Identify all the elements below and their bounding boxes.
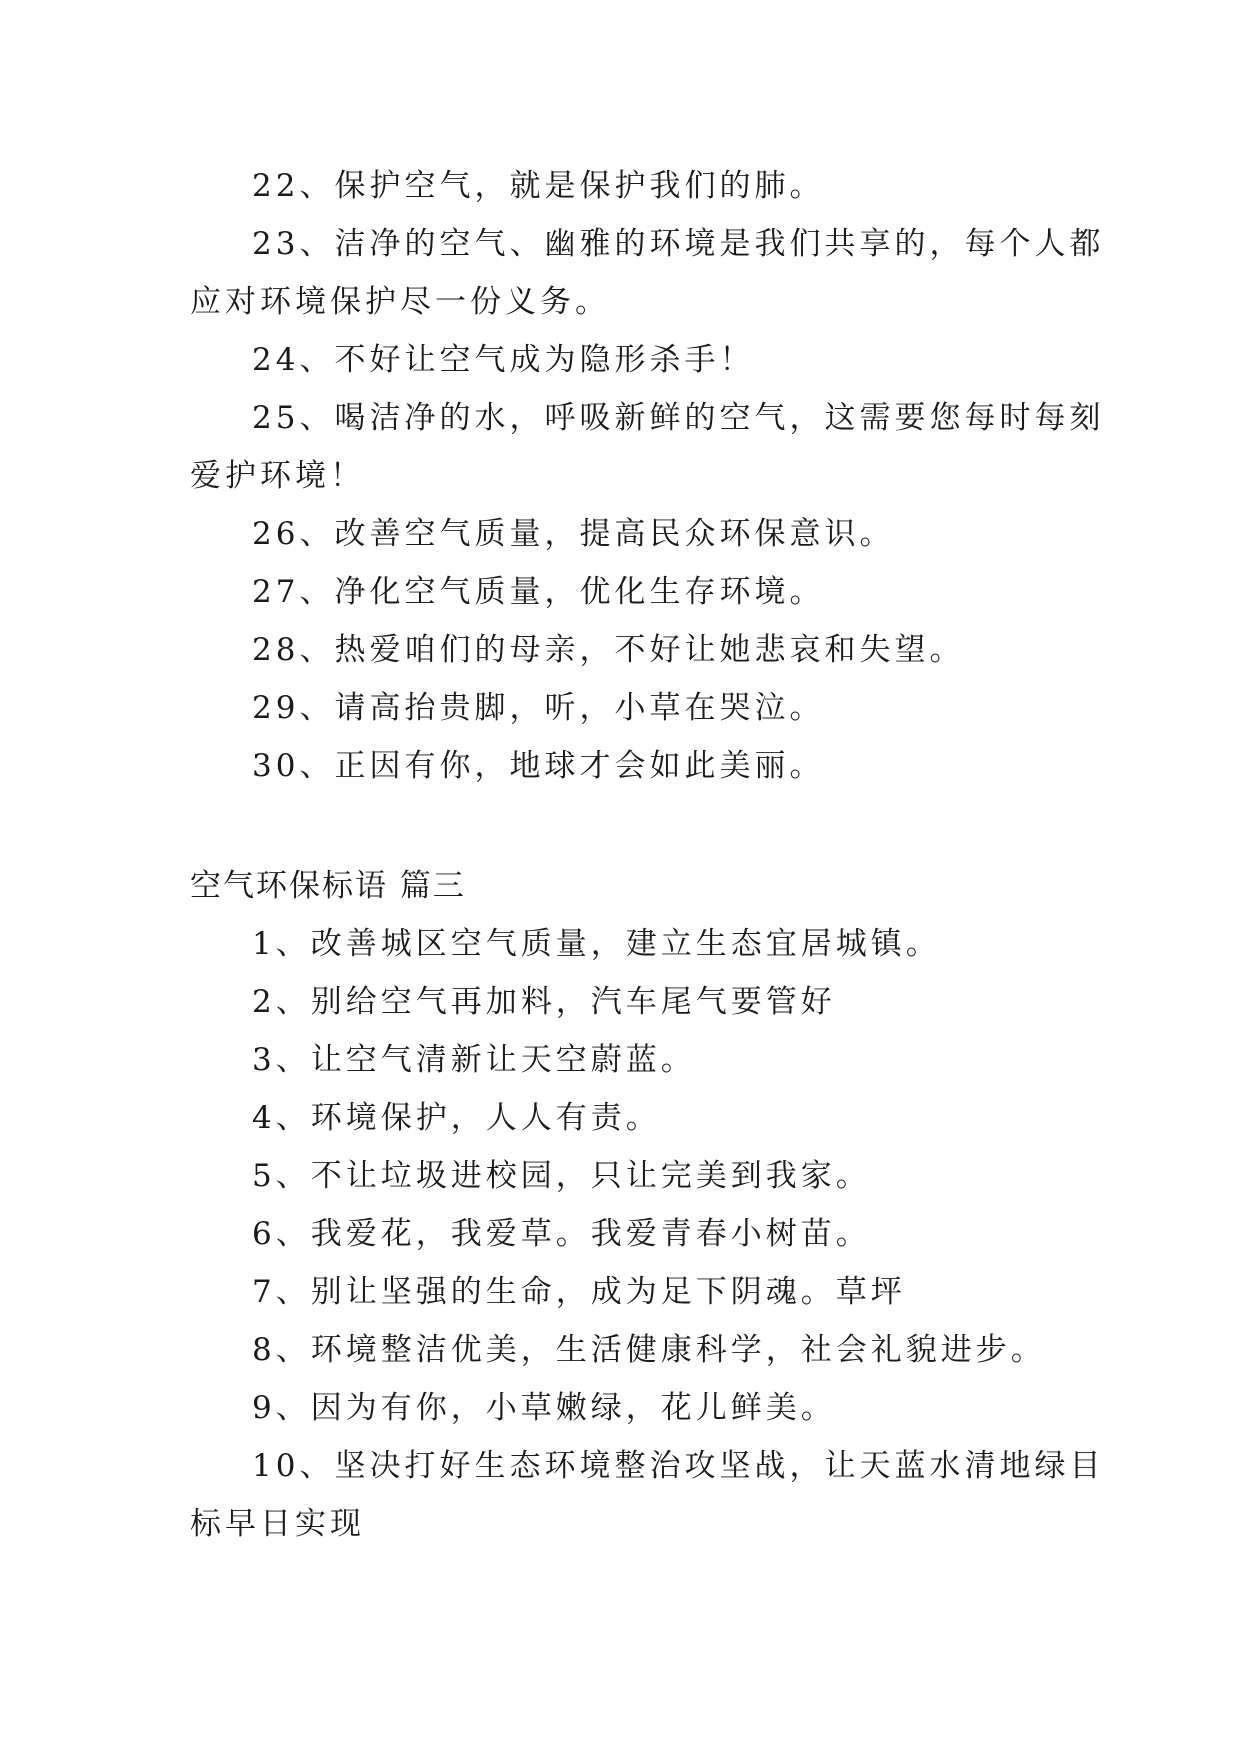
list-item-continuation: 标早日实现 xyxy=(190,1506,365,1542)
list-item-continuation: 爱护环境！ xyxy=(190,458,365,494)
list-item: 29、请高抬贵脚，听，小草在哭泣。 xyxy=(252,690,825,726)
list-item: 22、保护空气，就是保护我们的肺。 xyxy=(252,168,825,204)
list-item: 3、让空气清新让天空蔚蓝。 xyxy=(252,1042,696,1078)
list-item: 10、坚决打好生态环境整治攻坚战，让天蓝水清地绿目 xyxy=(252,1448,1105,1484)
list-item: 25、喝洁净的水，呼吸新鲜的空气，这需要您每时每刻 xyxy=(252,400,1105,436)
list-item: 1、改善城区空气质量，建立生态宜居城镇。 xyxy=(252,926,941,962)
list-item: 6、我爱花，我爱草。我爱青春小树苗。 xyxy=(252,1216,871,1252)
list-item: 9、因为有你，小草嫩绿，花儿鲜美。 xyxy=(252,1390,836,1426)
list-item-continuation: 应对环境保护尽一份义务。 xyxy=(190,284,610,320)
slogan-list-continued xyxy=(190,157,1105,795)
list-item: 28、热爱咱们的母亲，不好让她悲哀和失望。 xyxy=(252,632,965,668)
list-item: 8、环境整洁优美，生活健康科学，社会礼貌进步。 xyxy=(252,1332,1046,1368)
list-item: 30、正因有你，地球才会如此美丽。 xyxy=(252,748,825,784)
list-item: 4、环境保护，人人有责。 xyxy=(252,1100,661,1136)
list-item: 27、净化空气质量，优化生存环境。 xyxy=(252,574,825,610)
list-item: 7、别让坚强的生命，成为足下阴魂。草坪 xyxy=(252,1274,906,1310)
slogan-list-section-three xyxy=(190,915,1105,1553)
list-item: 26、改善空气质量，提高民众环保意识。 xyxy=(252,516,895,552)
list-item: 5、不让垃圾进校园，只让完美到我家。 xyxy=(252,1158,871,1194)
list-item: 2、别给空气再加料，汽车尾气要管好 xyxy=(252,984,836,1020)
section-three xyxy=(190,857,1050,915)
list-item: 24、不好让空气成为隐形杀手！ xyxy=(252,342,755,378)
list-item: 23、洁净的空气、幽雅的环境是我们共享的，每个人都 xyxy=(252,226,1105,262)
section-heading: 空气环保标语 篇三 xyxy=(190,868,466,904)
